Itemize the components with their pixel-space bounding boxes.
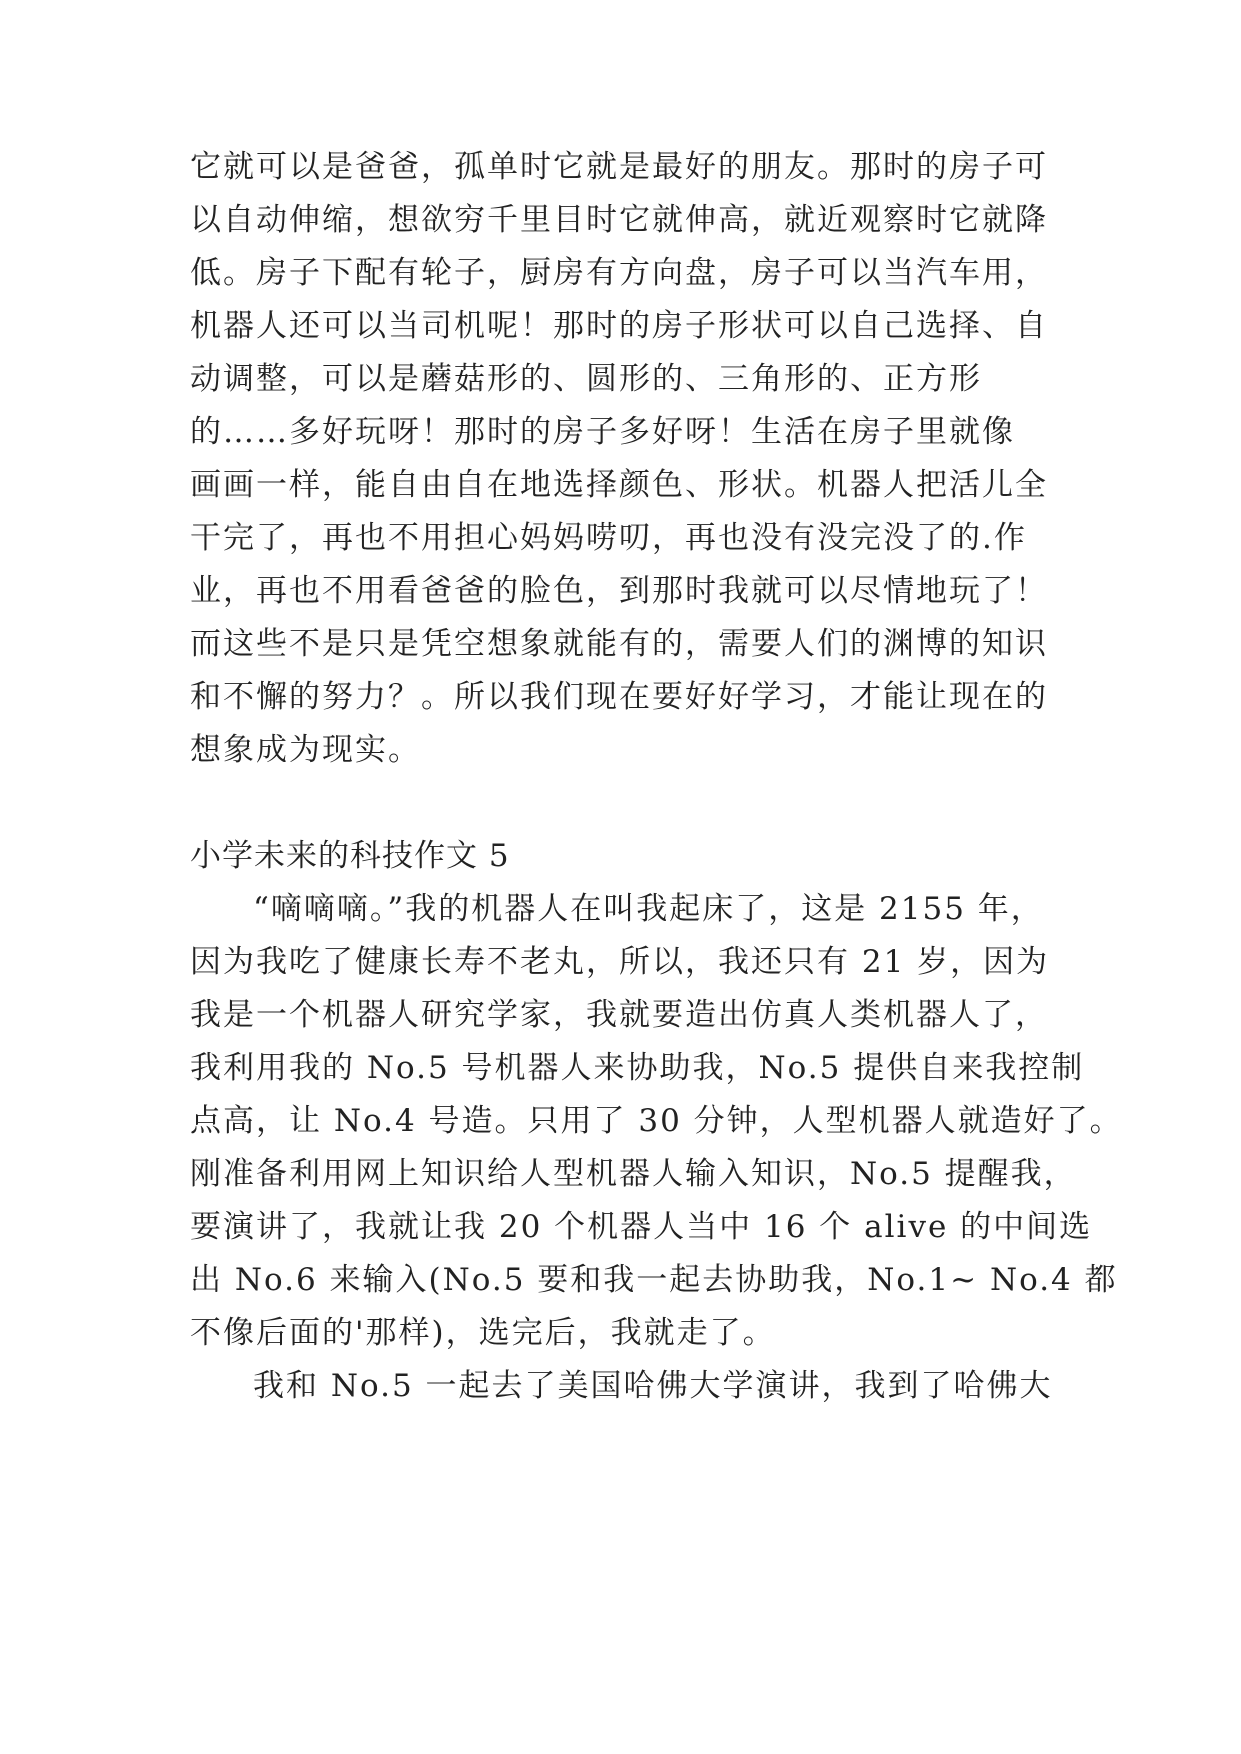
paragraph-line: 点高，让 No.4 号造。只用了 30 分钟，人型机器人就造好了。: [190, 1103, 1123, 1139]
paragraph-line: 业，再也不用看爸爸的脸色，到那时我就可以尽情地玩了！: [190, 573, 1048, 609]
paragraph-line: 干完了，再也不用担心妈妈唠叨，再也没有没完没了的.作: [190, 520, 1027, 556]
paragraph-line: 我是一个机器人研究学家，我就要造出仿真人类机器人了，: [190, 997, 1048, 1033]
paragraph-line: 它就可以是爸爸，孤单时它就是最好的朋友。那时的房子可: [190, 149, 1048, 185]
paragraph-line: 和不懈的努力？。所以我们现在要好好学习，才能让现在的: [190, 679, 1048, 715]
paragraph-line: 我和 No.5 一起去了美国哈佛大学演讲，我到了哈佛大: [253, 1368, 1053, 1404]
paragraph-line: 出 No.6 来输入(No.5 要和我一起去协助我，No.1~ No.4 都: [190, 1262, 1118, 1298]
paragraph-line: “嘀嘀嘀。”我的机器人在叫我起床了，这是 2155 年，: [253, 891, 1044, 927]
section-heading: 小学未来的科技作文 5: [190, 838, 510, 874]
paragraph-line: 的……多好玩呀！那时的房子多好呀！生活在房子里就像: [190, 414, 1015, 450]
paragraph-line: 动调整，可以是蘑菇形的、圆形的、三角形的、正方形: [190, 361, 982, 397]
paragraph-line: 刚准备利用网上知识给人型机器人输入知识，No.5 提醒我，: [190, 1156, 1077, 1192]
paragraph-line: 要演讲了，我就让我 20 个机器人当中 16 个 alive 的中间选: [190, 1209, 1093, 1245]
paragraph-line: 画画一样，能自由自在地选择颜色、形状。机器人把活儿全: [190, 467, 1048, 503]
paragraph-line: 机器人还可以当司机呢！那时的房子形状可以自己选择、自: [190, 308, 1048, 344]
paragraph-line: 我利用我的 No.5 号机器人来协助我，No.5 提供自来我控制: [190, 1050, 1085, 1086]
paragraph-line: 不像后面的'那样)，选完后，我就走了。: [190, 1315, 776, 1351]
paragraph-line: 想象成为现实。: [190, 732, 421, 768]
paragraph-line: 低。房子下配有轮子，厨房有方向盘，房子可以当汽车用，: [190, 255, 1048, 291]
paragraph-line: 因为我吃了健康长寿不老丸，所以，我还只有 21 岁，因为: [190, 944, 1050, 980]
paragraph-line: 以自动伸缩，想欲穷千里目时它就伸高，就近观察时它就降: [190, 202, 1048, 238]
paragraph-line: 而这些不是只是凭空想象就能有的，需要人们的渊博的知识: [190, 626, 1048, 662]
